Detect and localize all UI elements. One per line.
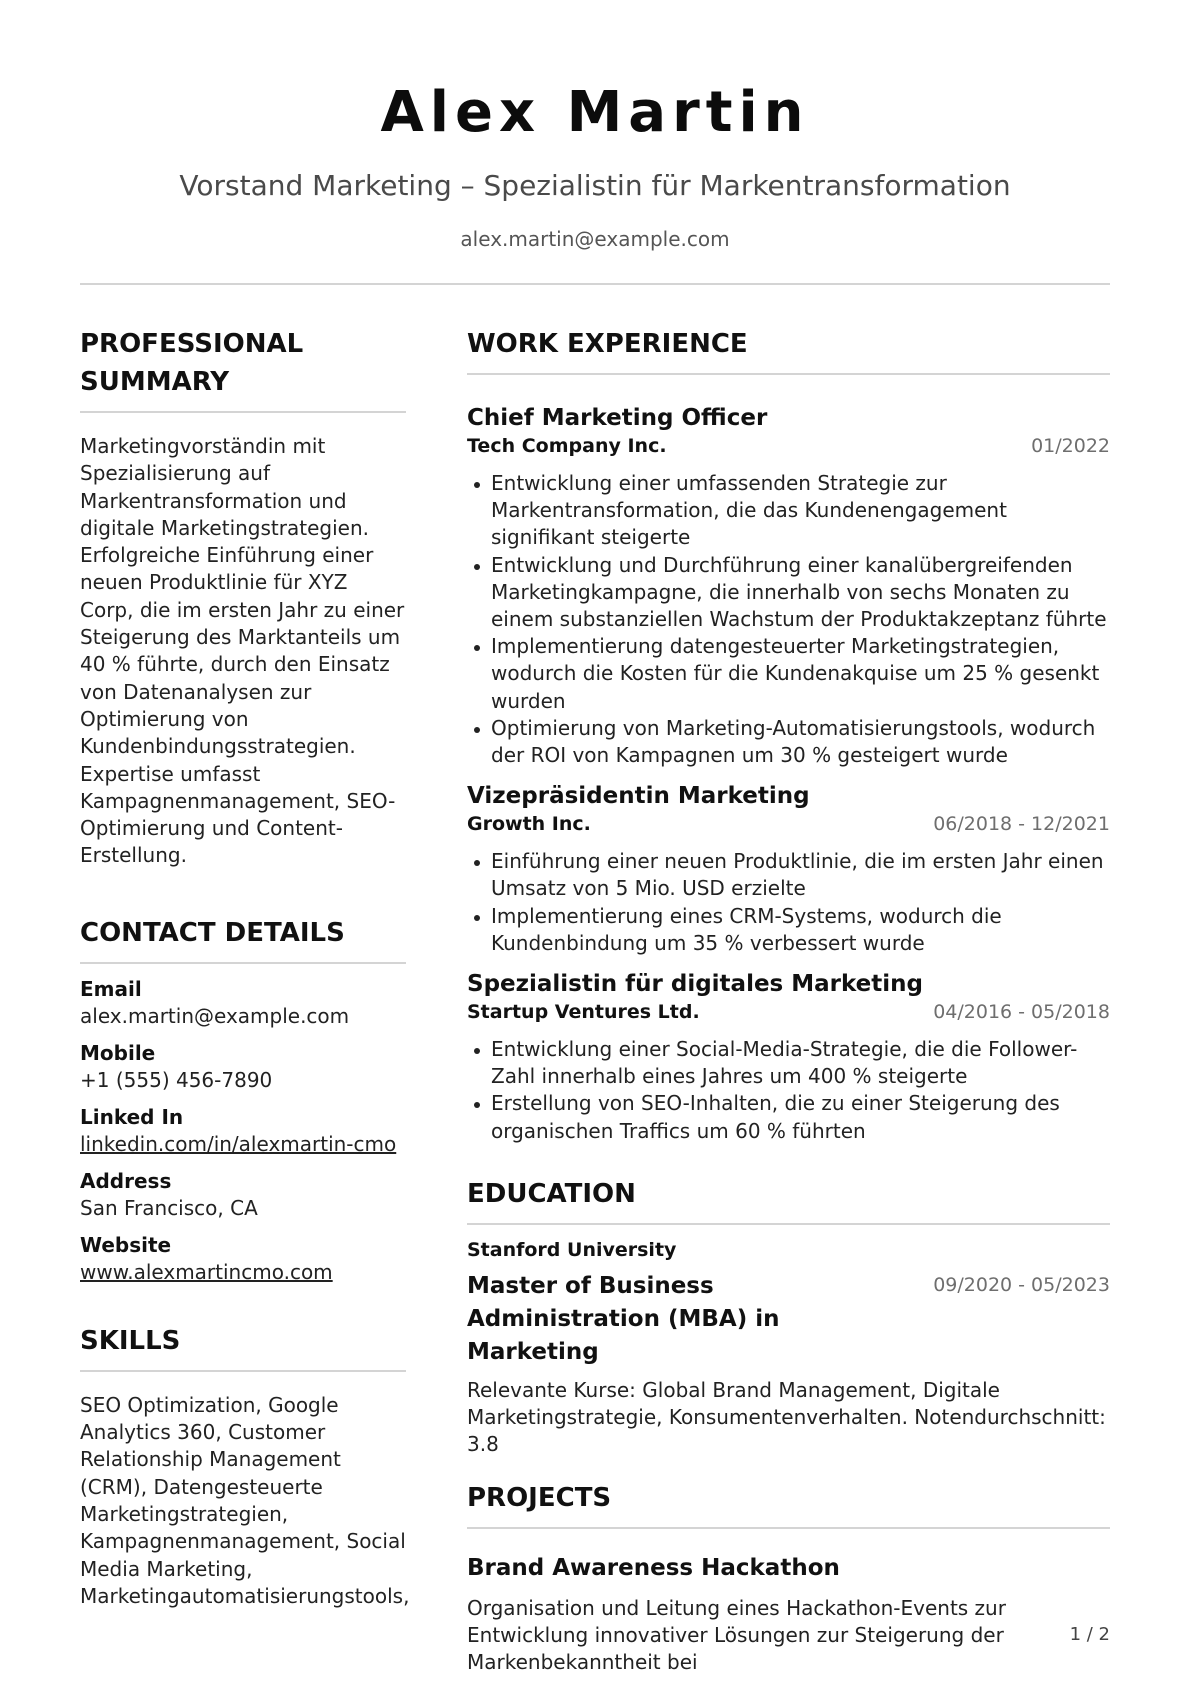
job-company: Growth Inc.	[467, 813, 591, 836]
experience-divider	[467, 373, 1110, 375]
bullet-item: Entwicklung und Durchführung einer kanalübergreifenden Marketingkampagne, die innerhalb von sechs Monaten zu einem substanziellen Wachstum der Produktakzeptanz führte	[467, 552, 1110, 634]
candidate-headline: Vorstand Marketing – Spezialistin für Markentransformation	[179, 169, 1011, 202]
bullet-icon	[474, 564, 480, 570]
education-school: Stanford University	[467, 1238, 677, 1261]
job-bullets	[467, 1036, 1110, 1145]
education-heading: EDUCATION	[467, 1178, 636, 1209]
bullet-item: Implementierung eines CRM-Systems, wodurch die Kundenbindung um 35 % verbessert wurde	[467, 903, 1110, 957]
job-title: Chief Marketing Officer	[467, 405, 768, 431]
project-description: Organisation und Leitung eines Hackathon-Events zur Entwicklung innovativer Lösungen zur Steigerung der Markenbekanntheit bei	[467, 1595, 1006, 1675]
skills-text: SEO Optimization, Google Analytics 360, Customer Relationship Management (CRM), Datengesteuerte Marketingstrategien, Kampagnenmanagement, Social Media Marketing, Marketingautomatisierungstools,	[80, 1392, 410, 1608]
contact-divider	[80, 962, 406, 964]
experience-heading: WORK EXPERIENCE	[467, 329, 748, 359]
job-date: 04/2016 - 05/2018	[933, 1001, 1110, 1024]
education-section	[467, 1175, 1110, 1459]
bullet-item: Einführung einer neuen Produktlinie, die im ersten Jahr einen Umsatz von 5 Mio. USD erzielte	[467, 848, 1110, 902]
education-divider	[467, 1223, 1110, 1225]
bullet-item: Implementierung datengesteuerter Marketingstrategien, wodurch die Kosten für die Kundenakquise um 25 % gesenkt wurden	[467, 633, 1110, 715]
summary-text: Marketingvorständin mit Spezialisierung auf Markentransformation und digitale Marketingstrategien. Erfolgreiche Einführung einer neuen Produktlinie für XYZ Corp, die im ersten Jahr zu einer Steigerung des Marktanteils um 40 % führte, durch den Einsatz von Datenanalysen zur Optimierung von Kundenbindungsstrategien. Expertise umfasst Kampagnenmanagement, SEO-Optimierung und Content-Erstellung.	[80, 434, 405, 868]
contact-list	[80, 976, 406, 1286]
job-date: 01/2022	[1031, 435, 1110, 457]
bullet-item: Erstellung von SEO-Inhalten, die zu einer Steigerung des organischen Traffics um 60 % führten	[467, 1090, 1110, 1144]
bullet-item: Entwicklung einer umfassenden Strategie zur Markentransformation, die das Kundenengagement signifikant steigerte	[467, 470, 1110, 552]
job-company: Startup Ventures Ltd.	[467, 1001, 700, 1024]
skills-divider	[80, 1370, 406, 1372]
summary-divider	[80, 411, 406, 413]
job-entry	[467, 403, 1110, 769]
website-link[interactable]: www.alexmartincmo.com	[80, 1259, 333, 1284]
project-title: Brand Awareness Hackathon	[467, 1554, 840, 1581]
job-title: Spezialistin für digitales Marketing	[467, 971, 924, 998]
left-column	[80, 325, 410, 1610]
bullet-icon	[474, 482, 480, 488]
projects-heading: PROJECTS	[467, 1482, 612, 1513]
experience-section	[467, 325, 1110, 1145]
contact-heading: CONTACT DETAILS	[80, 917, 345, 948]
contact-section	[80, 914, 406, 1286]
job-company: Tech Company Inc.	[467, 435, 667, 457]
summary-section	[80, 325, 406, 870]
bullet-icon	[474, 1102, 480, 1108]
bullet-icon	[474, 860, 480, 866]
skills-heading: SKILLS	[80, 1325, 181, 1356]
bullet-icon	[474, 727, 480, 733]
projects-divider	[467, 1527, 1110, 1529]
linkedin-link[interactable]: linkedin.com/in/alexmartin-cmo	[80, 1131, 397, 1156]
candidate-name: Alex Martin	[380, 80, 810, 145]
contact-email-label: Email	[80, 976, 142, 1001]
bullet-icon	[474, 915, 480, 921]
right-column	[467, 325, 1110, 1677]
bullet-icon	[474, 645, 480, 651]
contact-address-label: Address	[80, 1168, 172, 1193]
job-bullets	[467, 470, 1110, 769]
projects-section	[467, 1479, 1110, 1677]
page-number: 1 / 2	[1069, 1624, 1110, 1645]
education-description: Relevante Kurse: Global Brand Management, Digitale Marketingstrategie, Konsumentenverhalten. Notendurchschnitt: 3.8	[467, 1377, 1106, 1457]
contact-website-label: Website	[80, 1232, 172, 1257]
contact-mobile-label: Mobile	[80, 1040, 156, 1065]
job-entry	[467, 969, 1110, 1145]
bullet-item: Optimierung von Marketing-Automatisierungstools, wodurch der ROI von Kampagnen um 30 % gesteigert wurde	[467, 715, 1110, 769]
contact-mobile-value: +1 (555) 456-7890	[80, 1067, 273, 1092]
contact-address-value: San Francisco, CA	[80, 1195, 258, 1220]
header-email: alex.martin@example.com	[460, 227, 730, 251]
skills-section	[80, 1322, 410, 1610]
job-entry	[467, 781, 1110, 957]
job-date: 06/2018 - 12/2021	[933, 813, 1110, 836]
bullet-icon	[474, 1048, 480, 1054]
bullet-item: Entwicklung einer Social-Media-Strategie, die die Follower-Zahl innerhalb eines Jahres um 400 % steigerte	[467, 1036, 1110, 1090]
job-title: Vizepräsidentin Marketing	[467, 783, 810, 810]
education-degree: Master of Business Administration (MBA) in Marketing	[467, 1272, 780, 1365]
education-date: 09/2020 - 05/2023	[933, 1273, 1110, 1296]
contact-linkedin-label: Linked In	[80, 1104, 184, 1129]
summary-heading: PROFESSIONAL SUMMARY	[80, 329, 304, 397]
contact-email-value: alex.martin@example.com	[80, 1003, 350, 1028]
job-bullets	[467, 848, 1110, 957]
header-divider	[80, 283, 1110, 285]
